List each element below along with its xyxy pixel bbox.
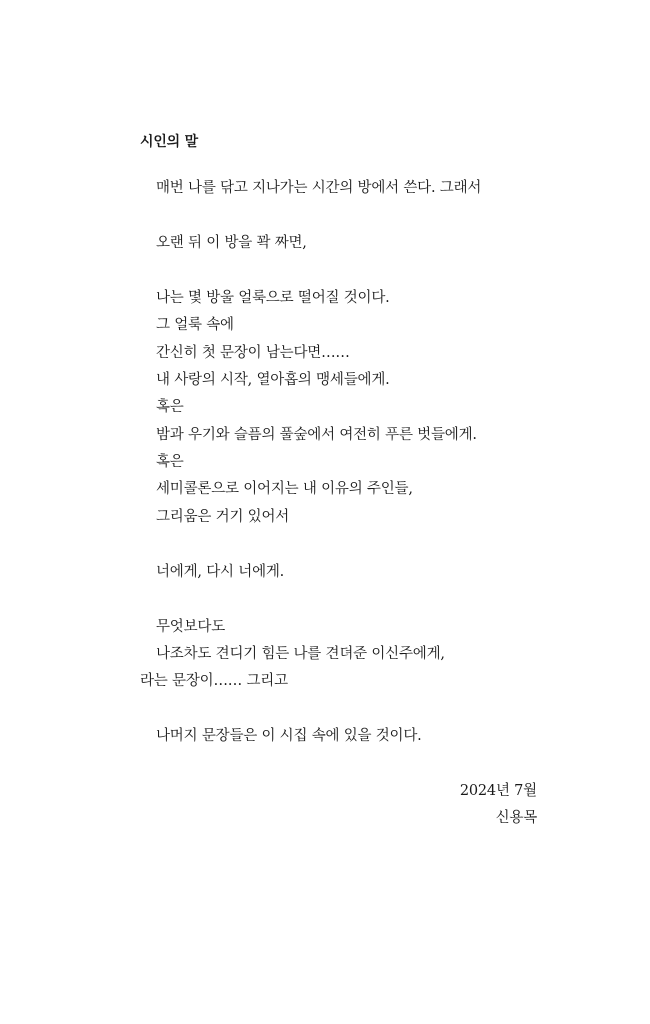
preface-line: 간신히 첫 문장이 남는다면…… [156,345,350,361]
preface-line: 오랜 뒤 이 방을 꽉 짜면, [156,235,307,251]
signature-author: 신용목 [495,810,537,826]
preface-line: 나는 몇 방울 얼룩으로 떨어질 것이다. [156,290,390,306]
preface-line: 그 얼룩 속에 [156,317,234,333]
preface-line: 매번 나를 닦고 지나가는 시간의 방에서 쓴다. 그래서 [156,180,482,196]
preface-line: 나조차도 견디기 힘든 나를 견뎌준 이신주에게, [156,646,445,662]
preface-line: 세미콜론으로 이어지는 내 이유의 주인들, [156,481,413,497]
preface-line: 혹은 [156,399,184,415]
preface-line: 라는 문장이…… 그리고 [140,673,288,689]
preface-line: 밤과 우기와 슬픔의 풀숲에서 여전히 푸른 벗들에게. [156,427,477,443]
signature-date: 2024년 7월 [459,783,537,799]
preface-line: 나머지 문장들은 이 시집 속에 있을 것이다. [156,728,422,744]
preface-line: 무엇보다도 [156,619,226,635]
preface-line: 그리움은 거기 있어서 [156,509,290,525]
section-title: 시인의 말 [140,134,198,150]
preface-line: 내 사랑의 시작, 열아홉의 맹세들에게. [156,372,390,388]
preface-line: 너에게, 다시 너에게. [156,564,285,580]
preface-line: 혹은 [156,454,184,470]
